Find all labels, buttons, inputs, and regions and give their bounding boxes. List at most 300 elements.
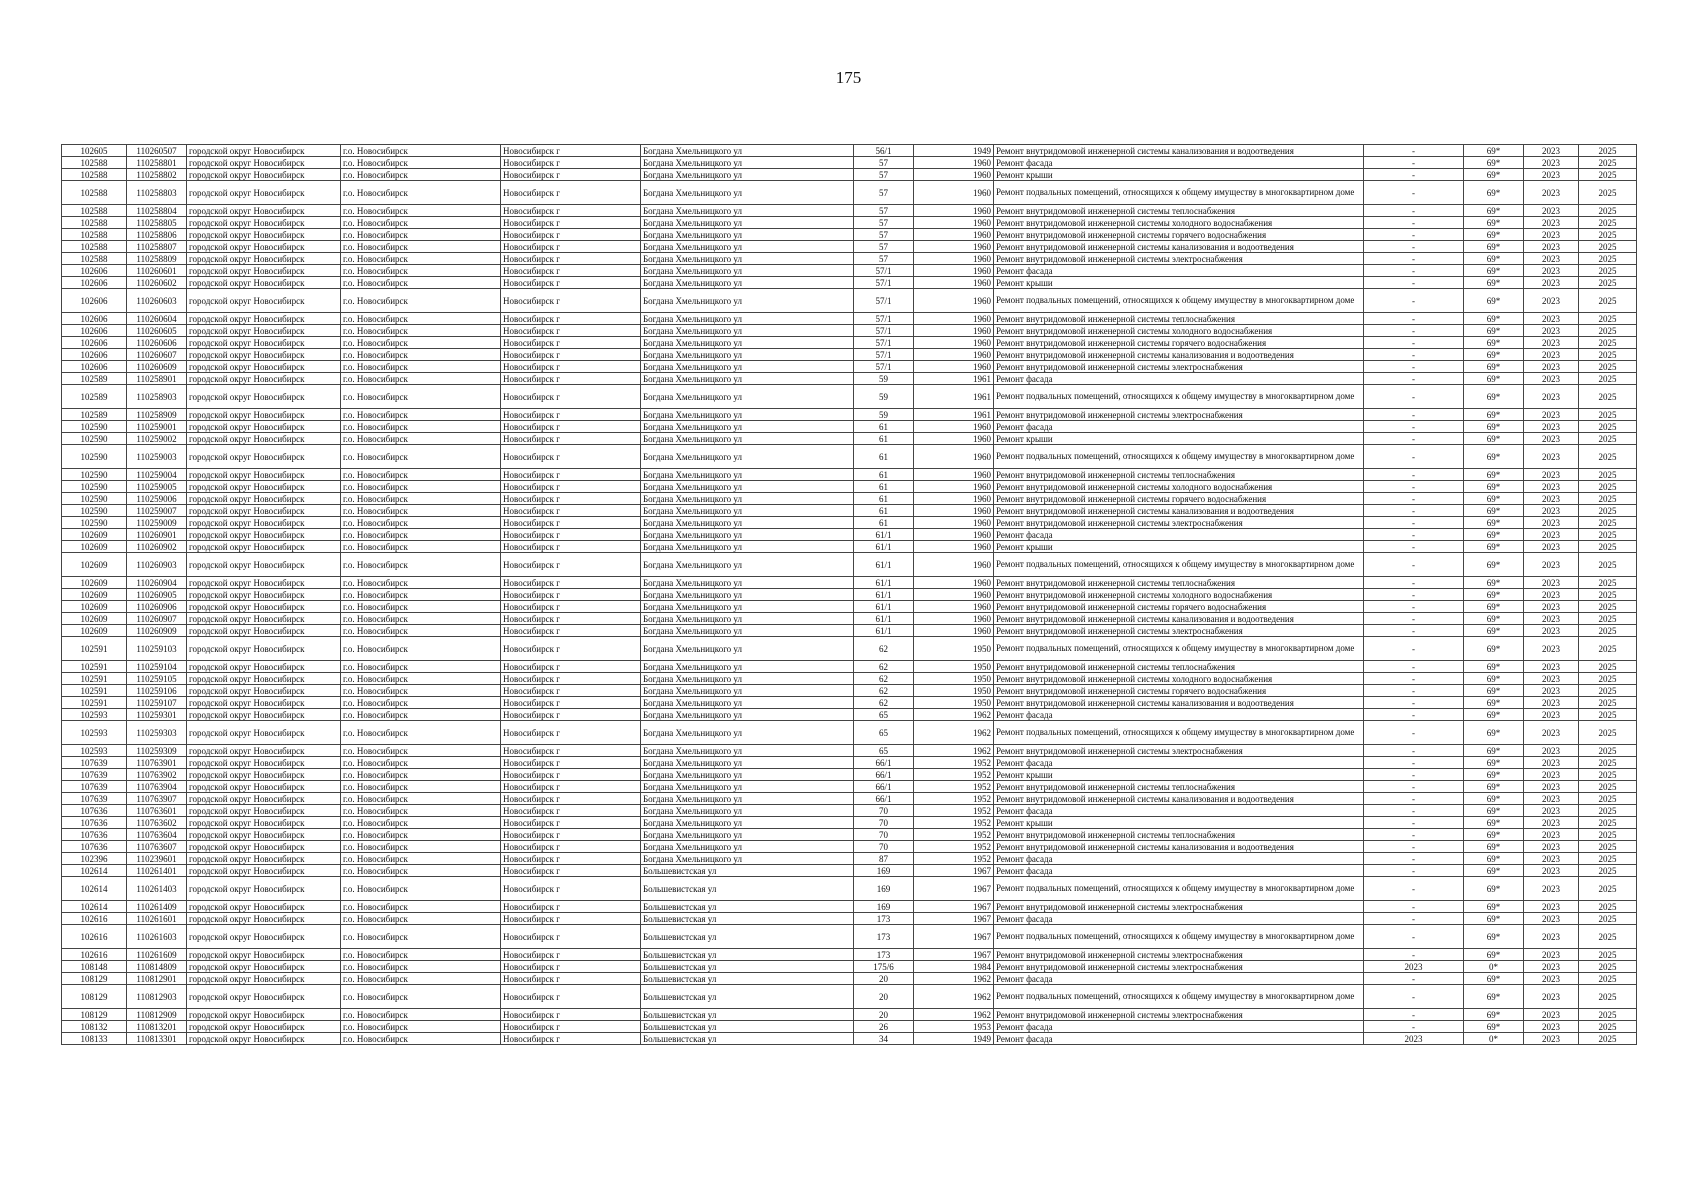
street-cell: Богдана Хмельницкого ул bbox=[641, 265, 854, 277]
work-type-cell: Ремонт крыши bbox=[994, 277, 1364, 289]
plan-start-cell: 2023 bbox=[1524, 325, 1579, 337]
work-type-cell: Ремонт внутридомовой инженерной системы теплоснабжения bbox=[994, 829, 1364, 841]
table-row bbox=[62, 769, 1637, 781]
plan-start-cell: 2023 bbox=[1524, 625, 1579, 637]
plan-end-cell: 2025 bbox=[1579, 949, 1637, 961]
street-cell: Богдана Хмельницкого ул bbox=[641, 361, 854, 373]
house-id-cell: 102589 bbox=[62, 385, 127, 409]
wear-cell: 69* bbox=[1464, 517, 1524, 529]
house-id-cell: 102588 bbox=[62, 253, 127, 265]
table-row bbox=[62, 925, 1637, 949]
last-repair-cell: 2023 bbox=[1364, 961, 1464, 973]
last-repair-cell: - bbox=[1364, 445, 1464, 469]
wear-cell: 69* bbox=[1464, 541, 1524, 553]
house-id-cell: 102614 bbox=[62, 865, 127, 877]
house-number-cell: 57/1 bbox=[854, 289, 914, 313]
build-year-cell: 1952 bbox=[914, 793, 994, 805]
work-id-cell: 110260507 bbox=[127, 145, 187, 157]
house-id-cell: 102616 bbox=[62, 913, 127, 925]
locality-cell: Новосибирск г bbox=[501, 325, 641, 337]
municipality-cell: г.о. Новосибирск bbox=[341, 709, 501, 721]
plan-start-cell: 2023 bbox=[1524, 541, 1579, 553]
locality-cell: Новосибирск г bbox=[501, 157, 641, 169]
locality-cell: Новосибирск г bbox=[501, 385, 641, 409]
plan-end-cell: 2025 bbox=[1579, 169, 1637, 181]
house-number-cell: 34 bbox=[854, 1033, 914, 1045]
table-row bbox=[62, 469, 1637, 481]
district-cell: городской округ Новосибирск bbox=[187, 877, 341, 901]
street-cell: Богдана Хмельницкого ул bbox=[641, 409, 854, 421]
table-row bbox=[62, 313, 1637, 325]
house-id-cell: 102590 bbox=[62, 493, 127, 505]
wear-cell: 69* bbox=[1464, 865, 1524, 877]
wear-cell: 69* bbox=[1464, 925, 1524, 949]
district-cell: городской округ Новосибирск bbox=[187, 721, 341, 745]
work-type-cell: Ремонт внутридомовой инженерной системы электроснабжения bbox=[994, 745, 1364, 757]
wear-cell: 69* bbox=[1464, 493, 1524, 505]
house-id-cell: 102609 bbox=[62, 613, 127, 625]
house-id-cell: 102606 bbox=[62, 349, 127, 361]
plan-start-cell: 2023 bbox=[1524, 1033, 1579, 1045]
wear-cell: 69* bbox=[1464, 181, 1524, 205]
plan-start-cell: 2023 bbox=[1524, 169, 1579, 181]
house-id-cell: 102588 bbox=[62, 205, 127, 217]
work-type-cell: Ремонт фасада bbox=[994, 865, 1364, 877]
build-year-cell: 1961 bbox=[914, 409, 994, 421]
work-id-cell: 110259002 bbox=[127, 433, 187, 445]
wear-cell: 69* bbox=[1464, 337, 1524, 349]
work-type-cell: Ремонт внутридомовой инженерной системы электроснабжения bbox=[994, 949, 1364, 961]
plan-end-cell: 2025 bbox=[1579, 421, 1637, 433]
work-type-cell: Ремонт фасада bbox=[994, 529, 1364, 541]
street-cell: Большевистская ул bbox=[641, 973, 854, 985]
wear-cell: 69* bbox=[1464, 817, 1524, 829]
wear-cell: 69* bbox=[1464, 877, 1524, 901]
house-id-cell: 102614 bbox=[62, 901, 127, 913]
district-cell: городской округ Новосибирск bbox=[187, 601, 341, 613]
district-cell: городской округ Новосибирск bbox=[187, 589, 341, 601]
municipality-cell: г.о. Новосибирск bbox=[341, 757, 501, 769]
house-id-cell: 102609 bbox=[62, 625, 127, 637]
build-year-cell: 1960 bbox=[914, 229, 994, 241]
last-repair-cell: - bbox=[1364, 481, 1464, 493]
work-id-cell: 110763607 bbox=[127, 841, 187, 853]
locality-cell: Новосибирск г bbox=[501, 901, 641, 913]
house-id-cell: 102609 bbox=[62, 541, 127, 553]
house-number-cell: 61/1 bbox=[854, 553, 914, 577]
house-number-cell: 62 bbox=[854, 661, 914, 673]
table-body bbox=[62, 145, 1637, 1045]
house-id-cell: 107639 bbox=[62, 781, 127, 793]
plan-end-cell: 2025 bbox=[1579, 877, 1637, 901]
work-type-cell: Ремонт крыши bbox=[994, 769, 1364, 781]
build-year-cell: 1952 bbox=[914, 817, 994, 829]
plan-start-cell: 2023 bbox=[1524, 265, 1579, 277]
table-row bbox=[62, 481, 1637, 493]
municipality-cell: г.о. Новосибирск bbox=[341, 745, 501, 757]
wear-cell: 69* bbox=[1464, 685, 1524, 697]
locality-cell: Новосибирск г bbox=[501, 1009, 641, 1021]
work-type-cell: Ремонт фасада bbox=[994, 709, 1364, 721]
table-row bbox=[62, 589, 1637, 601]
work-type-cell: Ремонт крыши bbox=[994, 433, 1364, 445]
wear-cell: 69* bbox=[1464, 577, 1524, 589]
plan-end-cell: 2025 bbox=[1579, 181, 1637, 205]
wear-cell: 69* bbox=[1464, 601, 1524, 613]
street-cell: Богдана Хмельницкого ул bbox=[641, 589, 854, 601]
street-cell: Богдана Хмельницкого ул bbox=[641, 529, 854, 541]
table-row bbox=[62, 169, 1637, 181]
house-number-cell: 62 bbox=[854, 685, 914, 697]
municipality-cell: г.о. Новосибирск bbox=[341, 1033, 501, 1045]
house-id-cell: 102606 bbox=[62, 313, 127, 325]
work-id-cell: 110259309 bbox=[127, 745, 187, 757]
house-id-cell: 102614 bbox=[62, 877, 127, 901]
plan-end-cell: 2025 bbox=[1579, 925, 1637, 949]
table-row bbox=[62, 577, 1637, 589]
build-year-cell: 1960 bbox=[914, 205, 994, 217]
house-id-cell: 102590 bbox=[62, 445, 127, 469]
house-id-cell: 102609 bbox=[62, 529, 127, 541]
plan-end-cell: 2025 bbox=[1579, 337, 1637, 349]
locality-cell: Новосибирск г bbox=[501, 409, 641, 421]
build-year-cell: 1960 bbox=[914, 445, 994, 469]
plan-start-cell: 2023 bbox=[1524, 145, 1579, 157]
plan-start-cell: 2023 bbox=[1524, 409, 1579, 421]
plan-start-cell: 2023 bbox=[1524, 505, 1579, 517]
district-cell: городской округ Новосибирск bbox=[187, 337, 341, 349]
plan-end-cell: 2025 bbox=[1579, 553, 1637, 577]
plan-end-cell: 2025 bbox=[1579, 673, 1637, 685]
plan-end-cell: 2025 bbox=[1579, 637, 1637, 661]
work-type-cell: Ремонт внутридомовой инженерной системы электроснабжения bbox=[994, 901, 1364, 913]
street-cell: Богдана Хмельницкого ул bbox=[641, 385, 854, 409]
plan-start-cell: 2023 bbox=[1524, 925, 1579, 949]
locality-cell: Новосибирск г bbox=[501, 373, 641, 385]
wear-cell: 69* bbox=[1464, 277, 1524, 289]
house-number-cell: 70 bbox=[854, 805, 914, 817]
house-id-cell: 102588 bbox=[62, 181, 127, 205]
work-type-cell: Ремонт внутридомовой инженерной системы электроснабжения bbox=[994, 361, 1364, 373]
plan-end-cell: 2025 bbox=[1579, 1021, 1637, 1033]
house-number-cell: 61 bbox=[854, 421, 914, 433]
wear-cell: 69* bbox=[1464, 253, 1524, 265]
last-repair-cell: - bbox=[1364, 613, 1464, 625]
build-year-cell: 1960 bbox=[914, 553, 994, 577]
table-row bbox=[62, 685, 1637, 697]
street-cell: Большевистская ул bbox=[641, 1033, 854, 1045]
build-year-cell: 1952 bbox=[914, 805, 994, 817]
house-id-cell: 102606 bbox=[62, 325, 127, 337]
house-id-cell: 107636 bbox=[62, 805, 127, 817]
plan-start-cell: 2023 bbox=[1524, 157, 1579, 169]
work-id-cell: 110258807 bbox=[127, 241, 187, 253]
plan-start-cell: 2023 bbox=[1524, 229, 1579, 241]
build-year-cell: 1960 bbox=[914, 157, 994, 169]
last-repair-cell: - bbox=[1364, 493, 1464, 505]
plan-end-cell: 2025 bbox=[1579, 781, 1637, 793]
work-type-cell: Ремонт внутридомовой инженерной системы холодного водоснабжения bbox=[994, 673, 1364, 685]
table-row bbox=[62, 673, 1637, 685]
house-id-cell: 107636 bbox=[62, 841, 127, 853]
street-cell: Большевистская ул bbox=[641, 1009, 854, 1021]
locality-cell: Новосибирск г bbox=[501, 217, 641, 229]
last-repair-cell: - bbox=[1364, 337, 1464, 349]
plan-start-cell: 2023 bbox=[1524, 661, 1579, 673]
district-cell: городской округ Новосибирск bbox=[187, 325, 341, 337]
street-cell: Богдана Хмельницкого ул bbox=[641, 253, 854, 265]
work-id-cell: 110813201 bbox=[127, 1021, 187, 1033]
locality-cell: Новосибирск г bbox=[501, 169, 641, 181]
municipality-cell: г.о. Новосибирск bbox=[341, 721, 501, 745]
district-cell: городской округ Новосибирск bbox=[187, 1009, 341, 1021]
build-year-cell: 1960 bbox=[914, 361, 994, 373]
locality-cell: Новосибирск г bbox=[501, 817, 641, 829]
plan-end-cell: 2025 bbox=[1579, 409, 1637, 421]
plan-end-cell: 2025 bbox=[1579, 241, 1637, 253]
plan-start-cell: 2023 bbox=[1524, 481, 1579, 493]
plan-end-cell: 2025 bbox=[1579, 613, 1637, 625]
build-year-cell: 1960 bbox=[914, 469, 994, 481]
wear-cell: 69* bbox=[1464, 637, 1524, 661]
table-row bbox=[62, 1033, 1637, 1045]
last-repair-cell: - bbox=[1364, 589, 1464, 601]
plan-end-cell: 2025 bbox=[1579, 145, 1637, 157]
house-id-cell: 102591 bbox=[62, 637, 127, 661]
locality-cell: Новосибирск г bbox=[501, 661, 641, 673]
work-id-cell: 110260603 bbox=[127, 289, 187, 313]
plan-end-cell: 2025 bbox=[1579, 901, 1637, 913]
plan-start-cell: 2023 bbox=[1524, 961, 1579, 973]
municipality-cell: г.о. Новосибирск bbox=[341, 841, 501, 853]
municipality-cell: г.о. Новосибирск bbox=[341, 877, 501, 901]
table-row bbox=[62, 697, 1637, 709]
wear-cell: 69* bbox=[1464, 901, 1524, 913]
work-id-cell: 110258806 bbox=[127, 229, 187, 241]
work-type-cell: Ремонт фасада bbox=[994, 973, 1364, 985]
municipality-cell: г.о. Новосибирск bbox=[341, 313, 501, 325]
wear-cell: 69* bbox=[1464, 373, 1524, 385]
last-repair-cell: - bbox=[1364, 505, 1464, 517]
work-id-cell: 110258801 bbox=[127, 157, 187, 169]
house-number-cell: 61 bbox=[854, 481, 914, 493]
table-row bbox=[62, 145, 1637, 157]
work-type-cell: Ремонт внутридомовой инженерной системы горячего водоснабжения bbox=[994, 229, 1364, 241]
locality-cell: Новосибирск г bbox=[501, 241, 641, 253]
street-cell: Богдана Хмельницкого ул bbox=[641, 349, 854, 361]
district-cell: городской округ Новосибирск bbox=[187, 481, 341, 493]
plan-end-cell: 2025 bbox=[1579, 793, 1637, 805]
plan-start-cell: 2023 bbox=[1524, 913, 1579, 925]
municipality-cell: г.о. Новосибирск bbox=[341, 1021, 501, 1033]
table-row bbox=[62, 385, 1637, 409]
house-number-cell: 57/1 bbox=[854, 265, 914, 277]
municipality-cell: г.о. Новосибирск bbox=[341, 217, 501, 229]
work-type-cell: Ремонт внутридомовой инженерной системы канализования и водоотведения bbox=[994, 505, 1364, 517]
locality-cell: Новосибирск г bbox=[501, 961, 641, 973]
locality-cell: Новосибирск г bbox=[501, 745, 641, 757]
work-id-cell: 110261403 bbox=[127, 877, 187, 901]
district-cell: городской округ Новосибирск bbox=[187, 949, 341, 961]
plan-start-cell: 2023 bbox=[1524, 757, 1579, 769]
work-id-cell: 110258903 bbox=[127, 385, 187, 409]
table-row bbox=[62, 985, 1637, 1009]
work-type-cell: Ремонт подвальных помещений, относящихся к общему имуществу в многоквартирном доме bbox=[994, 985, 1364, 1009]
district-cell: городской округ Новосибирск bbox=[187, 973, 341, 985]
work-type-cell: Ремонт внутридомовой инженерной системы электроснабжения bbox=[994, 409, 1364, 421]
plan-end-cell: 2025 bbox=[1579, 529, 1637, 541]
street-cell: Богдана Хмельницкого ул bbox=[641, 757, 854, 769]
house-number-cell: 57 bbox=[854, 241, 914, 253]
house-id-cell: 102605 bbox=[62, 145, 127, 157]
district-cell: городской округ Новосибирск bbox=[187, 1033, 341, 1045]
last-repair-cell: - bbox=[1364, 865, 1464, 877]
house-number-cell: 169 bbox=[854, 877, 914, 901]
locality-cell: Новосибирск г bbox=[501, 769, 641, 781]
table-row bbox=[62, 517, 1637, 529]
table-row bbox=[62, 277, 1637, 289]
work-id-cell: 110258805 bbox=[127, 217, 187, 229]
table-row bbox=[62, 421, 1637, 433]
plan-end-cell: 2025 bbox=[1579, 253, 1637, 265]
locality-cell: Новосибирск г bbox=[501, 289, 641, 313]
municipality-cell: г.о. Новосибирск bbox=[341, 157, 501, 169]
house-number-cell: 20 bbox=[854, 1009, 914, 1021]
municipality-cell: г.о. Новосибирск bbox=[341, 541, 501, 553]
wear-cell: 69* bbox=[1464, 529, 1524, 541]
district-cell: городской округ Новосибирск bbox=[187, 865, 341, 877]
district-cell: городской округ Новосибирск bbox=[187, 625, 341, 637]
last-repair-cell: - bbox=[1364, 433, 1464, 445]
house-id-cell: 102609 bbox=[62, 601, 127, 613]
locality-cell: Новосибирск г bbox=[501, 841, 641, 853]
build-year-cell: 1962 bbox=[914, 1009, 994, 1021]
last-repair-cell: - bbox=[1364, 277, 1464, 289]
street-cell: Богдана Хмельницкого ул bbox=[641, 169, 854, 181]
plan-start-cell: 2023 bbox=[1524, 313, 1579, 325]
build-year-cell: 1961 bbox=[914, 373, 994, 385]
house-id-cell: 108148 bbox=[62, 961, 127, 973]
wear-cell: 69* bbox=[1464, 1021, 1524, 1033]
work-type-cell: Ремонт внутридомовой инженерной системы канализования и водоотведения bbox=[994, 613, 1364, 625]
table-row bbox=[62, 709, 1637, 721]
municipality-cell: г.о. Новосибирск bbox=[341, 349, 501, 361]
plan-start-cell: 2023 bbox=[1524, 529, 1579, 541]
work-id-cell: 110260609 bbox=[127, 361, 187, 373]
district-cell: городской округ Новосибирск bbox=[187, 265, 341, 277]
build-year-cell: 1967 bbox=[914, 925, 994, 949]
wear-cell: 69* bbox=[1464, 385, 1524, 409]
wear-cell: 69* bbox=[1464, 745, 1524, 757]
wear-cell: 69* bbox=[1464, 289, 1524, 313]
house-number-cell: 61/1 bbox=[854, 541, 914, 553]
plan-end-cell: 2025 bbox=[1579, 853, 1637, 865]
work-id-cell: 110260601 bbox=[127, 265, 187, 277]
municipality-cell: г.о. Новосибирск bbox=[341, 865, 501, 877]
district-cell: городской округ Новосибирск bbox=[187, 145, 341, 157]
work-type-cell: Ремонт фасада bbox=[994, 913, 1364, 925]
street-cell: Богдана Хмельницкого ул bbox=[641, 781, 854, 793]
plan-start-cell: 2023 bbox=[1524, 877, 1579, 901]
work-id-cell: 110259301 bbox=[127, 709, 187, 721]
work-id-cell: 110260905 bbox=[127, 589, 187, 601]
locality-cell: Новосибирск г bbox=[501, 1033, 641, 1045]
street-cell: Богдана Хмельницкого ул bbox=[641, 145, 854, 157]
house-number-cell: 57 bbox=[854, 229, 914, 241]
plan-end-cell: 2025 bbox=[1579, 517, 1637, 529]
build-year-cell: 1960 bbox=[914, 241, 994, 253]
work-id-cell: 110260602 bbox=[127, 277, 187, 289]
district-cell: городской округ Новосибирск bbox=[187, 925, 341, 949]
last-repair-cell: - bbox=[1364, 709, 1464, 721]
locality-cell: Новосибирск г bbox=[501, 313, 641, 325]
wear-cell: 69* bbox=[1464, 229, 1524, 241]
municipality-cell: г.о. Новосибирск bbox=[341, 181, 501, 205]
district-cell: городской округ Новосибирск bbox=[187, 673, 341, 685]
build-year-cell: 1950 bbox=[914, 661, 994, 673]
municipality-cell: г.о. Новосибирск bbox=[341, 337, 501, 349]
street-cell: Большевистская ул bbox=[641, 949, 854, 961]
build-year-cell: 1960 bbox=[914, 181, 994, 205]
last-repair-cell: - bbox=[1364, 361, 1464, 373]
work-id-cell: 110259104 bbox=[127, 661, 187, 673]
build-year-cell: 1949 bbox=[914, 1033, 994, 1045]
work-type-cell: Ремонт внутридомовой инженерной системы канализования и водоотведения bbox=[994, 697, 1364, 709]
last-repair-cell: - bbox=[1364, 685, 1464, 697]
district-cell: городской округ Новосибирск bbox=[187, 253, 341, 265]
build-year-cell: 1984 bbox=[914, 961, 994, 973]
house-id-cell: 102589 bbox=[62, 409, 127, 421]
locality-cell: Новосибирск г bbox=[501, 361, 641, 373]
house-id-cell: 102588 bbox=[62, 229, 127, 241]
locality-cell: Новосибирск г bbox=[501, 913, 641, 925]
work-type-cell: Ремонт внутридомовой инженерной системы электроснабжения bbox=[994, 517, 1364, 529]
work-type-cell: Ремонт крыши bbox=[994, 169, 1364, 181]
last-repair-cell: - bbox=[1364, 529, 1464, 541]
table-row bbox=[62, 541, 1637, 553]
table-row bbox=[62, 1021, 1637, 1033]
plan-end-cell: 2025 bbox=[1579, 1033, 1637, 1045]
municipality-cell: г.о. Новосибирск bbox=[341, 673, 501, 685]
municipality-cell: г.о. Новосибирск bbox=[341, 385, 501, 409]
work-id-cell: 110261609 bbox=[127, 949, 187, 961]
table-row bbox=[62, 325, 1637, 337]
street-cell: Богдана Хмельницкого ул bbox=[641, 721, 854, 745]
table-row bbox=[62, 757, 1637, 769]
build-year-cell: 1960 bbox=[914, 517, 994, 529]
table-row bbox=[62, 805, 1637, 817]
build-year-cell: 1962 bbox=[914, 985, 994, 1009]
house-id-cell: 108129 bbox=[62, 1009, 127, 1021]
plan-start-cell: 2023 bbox=[1524, 865, 1579, 877]
plan-start-cell: 2023 bbox=[1524, 841, 1579, 853]
house-number-cell: 62 bbox=[854, 673, 914, 685]
wear-cell: 69* bbox=[1464, 313, 1524, 325]
locality-cell: Новосибирск г bbox=[501, 433, 641, 445]
table-row bbox=[62, 721, 1637, 745]
house-number-cell: 57 bbox=[854, 253, 914, 265]
district-cell: городской округ Новосибирск bbox=[187, 1021, 341, 1033]
house-number-cell: 62 bbox=[854, 637, 914, 661]
plan-end-cell: 2025 bbox=[1579, 709, 1637, 721]
table-row bbox=[62, 373, 1637, 385]
locality-cell: Новосибирск г bbox=[501, 337, 641, 349]
house-number-cell: 61 bbox=[854, 517, 914, 529]
street-cell: Богдана Хмельницкого ул bbox=[641, 601, 854, 613]
street-cell: Большевистская ул bbox=[641, 877, 854, 901]
table-row bbox=[62, 961, 1637, 973]
district-cell: городской округ Новосибирск bbox=[187, 361, 341, 373]
